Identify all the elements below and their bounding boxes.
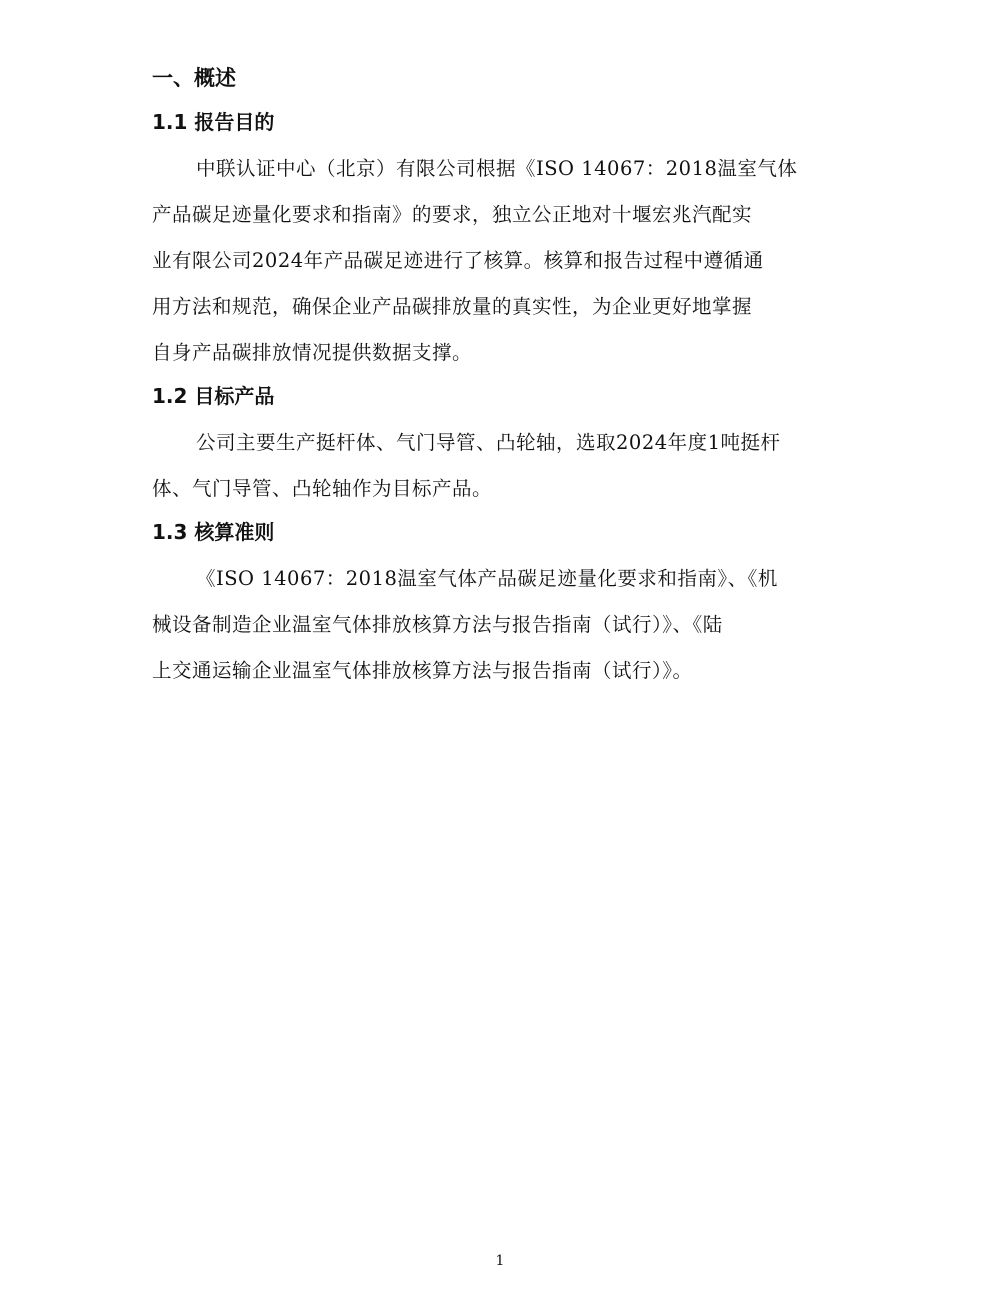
paragraph-line: 体、气门导管、凸轮轴作为目标产品。 (152, 477, 493, 500)
paragraph-line: 自身产品碳排放情况提供数据支撑。 (152, 341, 473, 364)
paragraph-line: 中联认证中心（北京）有限公司根据《ISO 14067：2018温室气体 (196, 157, 798, 180)
section-heading-purpose: 1.1 报告目的 (152, 110, 275, 134)
chapter-heading: 一、概述 (152, 66, 236, 90)
paragraph-line: 上交通运输企业温室气体排放核算方法与报告指南（试行）》。 (152, 659, 693, 682)
paragraph-line: 产品碳足迹量化要求和指南》的要求，独立公正地对十堰宏兆汽配实 (152, 203, 753, 226)
document-body (152, 62, 852, 698)
paragraph-line: 用方法和规范，确保企业产品碳排放量的真实性，为企业更好地掌握 (152, 295, 753, 318)
section-paragraph-purpose (152, 146, 852, 376)
paragraph-line: 械设备制造企业温室气体排放核算方法与报告指南（试行）》、《陆 (152, 613, 723, 636)
section-heading-target-product: 1.2 目标产品 (152, 384, 275, 408)
paragraph-line: 公司主要生产挺杆体、气门导管、凸轮轴，选取2024年度1吨挺杆 (196, 431, 781, 454)
section-paragraph-target-product (152, 420, 852, 512)
paragraph-line: 业有限公司2024年产品碳足迹进行了核算。核算和报告过程中遵循通 (152, 249, 764, 272)
section-paragraph-accounting-standards (152, 556, 852, 694)
paragraph-line: 《ISO 14067：2018温室气体产品碳足迹量化要求和指南》、《机 (196, 567, 778, 590)
page-number: 1 (495, 1253, 505, 1269)
section-heading-accounting-standards: 1.3 核算准则 (152, 520, 275, 544)
